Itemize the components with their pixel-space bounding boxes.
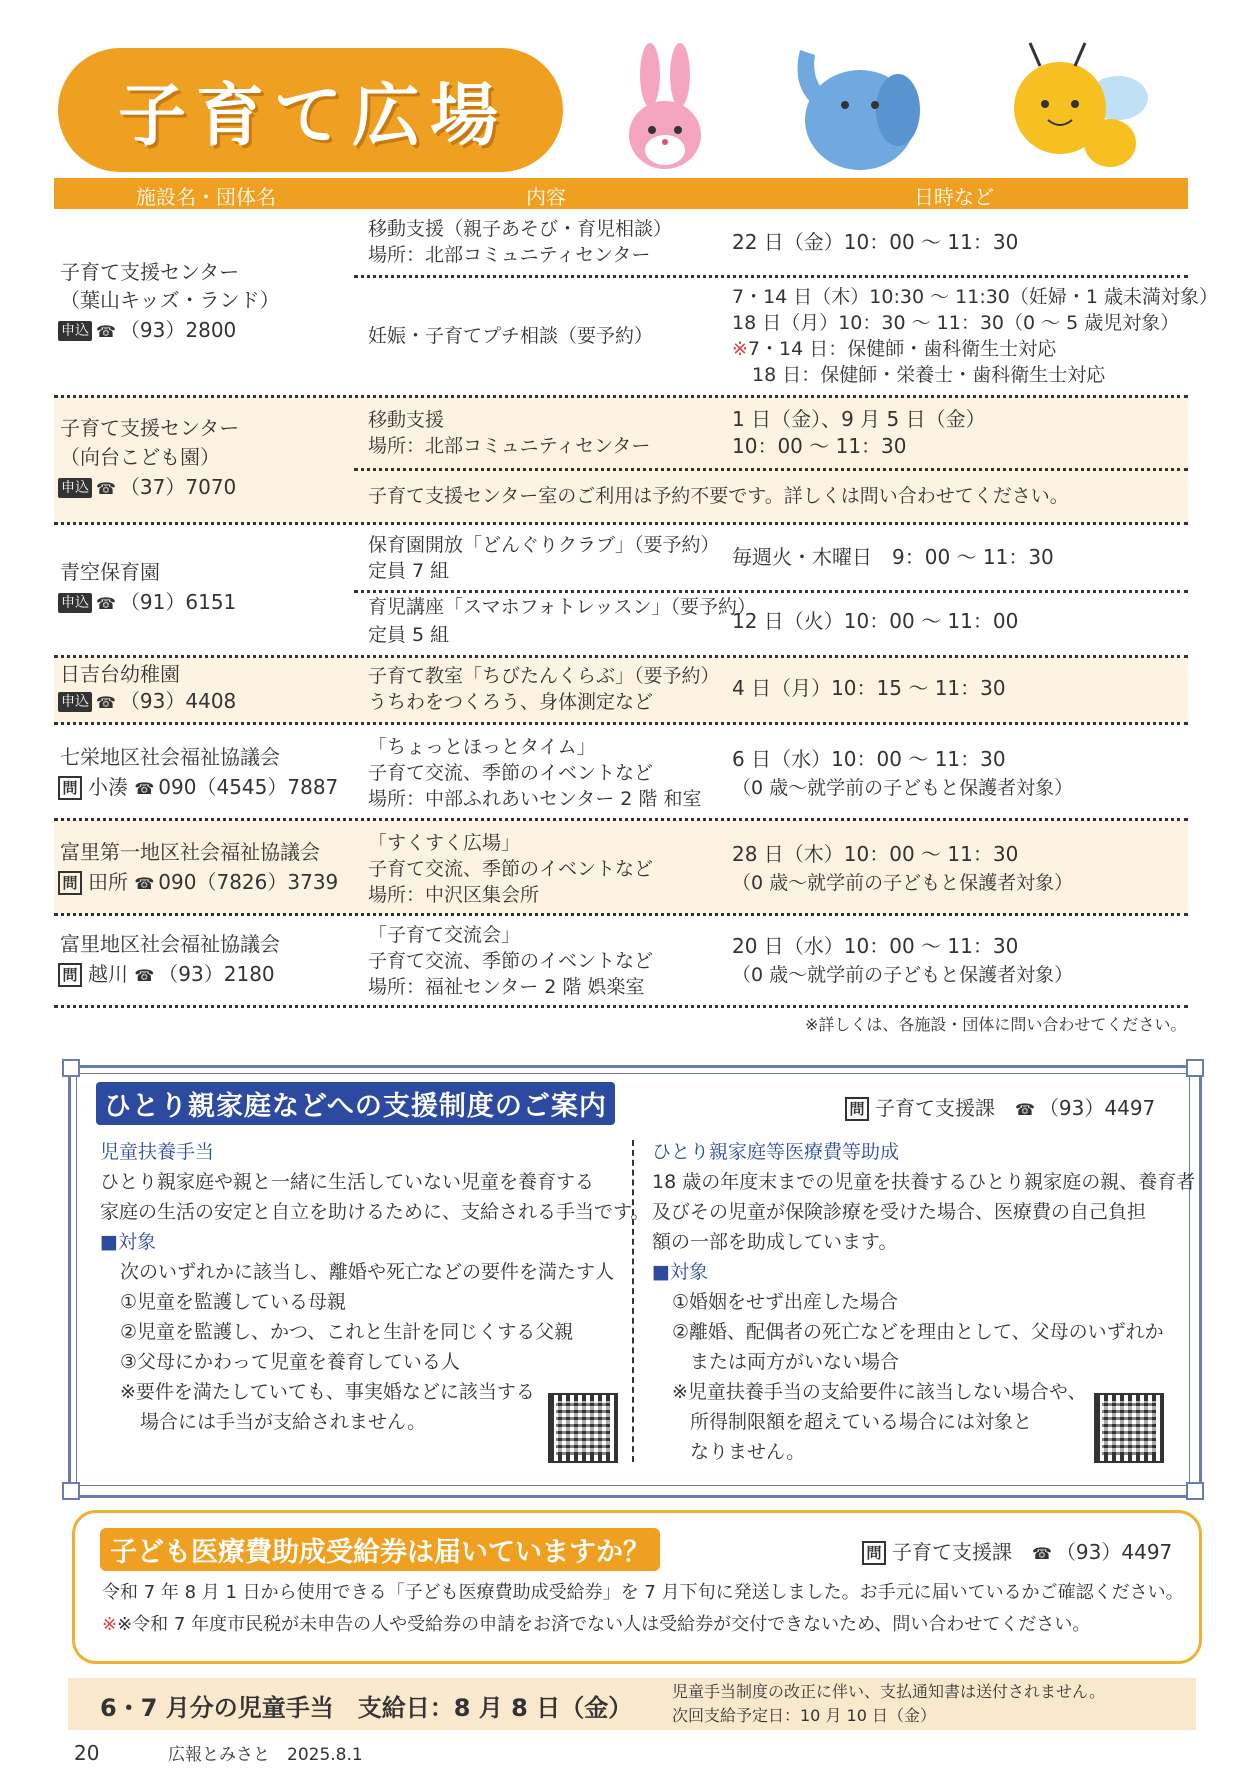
datetime-note: 18 日：保健師・栄養士・歯科衛生士対応 (752, 364, 1106, 386)
apply-badge: 申込 (58, 593, 92, 613)
contact-person: 小湊 (88, 775, 128, 799)
page-title: 子育て広場 (118, 77, 509, 156)
facility-name-sub: （葉山キッズ・ランド） (60, 288, 280, 312)
left-item: 次のいずれかに該当し、離婚や死亡などの要件を満たす人 (120, 1261, 615, 1283)
content-line: 場所：中沢区集会所 (368, 884, 540, 906)
allowance-next: 次回支給予定日：10 月 10 日（金） (672, 1706, 936, 1725)
bee-illustration (1000, 38, 1160, 178)
right-line: 18 歳の年度末までの児童を扶養するひとり親家庭の親、養育者 (652, 1171, 1196, 1193)
left-item: ※要件を満たしていても、事実婚などに該当する (120, 1381, 535, 1403)
facility-name: 富里地区社会福祉協議会 (60, 932, 280, 956)
datetime-note: ※7・14 日：保健師・歯科衛生士対応 (732, 338, 1057, 360)
content-line: 移動支援（親子あそび・育児相談） (368, 218, 673, 240)
row-note: 子育て支援センター室のご利用は予約不要です。詳しくは問い合わせてください。 (368, 485, 1069, 507)
content-line: うちわをつくろう、身体測定など (368, 691, 654, 713)
content-line: 妊娠・子育てプチ相談（要予約） (368, 325, 654, 347)
facility-contact (58, 960, 275, 990)
table-note: ※詳しくは、各施設・団体に問い合わせてください。 (805, 1015, 1187, 1034)
right-item: ②離婚、配偶者の死亡などを理由として、父母のいずれか (672, 1321, 1164, 1343)
right-target: ■対象 (652, 1261, 708, 1283)
left-heading: 児童扶養手当 (100, 1141, 215, 1163)
datetime-line: 7・14 日（木）10:30 ～ 11:30（妊婦・1 歳未満対象） (732, 286, 1219, 308)
contact-person: 田所 (88, 870, 128, 894)
content-line: 「子育て交流会」 (368, 924, 521, 946)
left-item: ③父母にかわって児童を養育している人 (120, 1351, 460, 1373)
facility-name-sub: （向台こども園） (60, 445, 220, 469)
content-line: 場所：福祉センター 2 階 娯楽室 (368, 976, 645, 998)
content-line: 子育て交流、季節のイベントなど (368, 950, 654, 972)
facility-contact (58, 473, 236, 503)
qr-code[interactable] (548, 1393, 618, 1463)
right-item: 所得制限額を超えている場合には対象と (690, 1411, 1033, 1433)
phone-icon: ☎ (134, 779, 155, 798)
medical-contact: 問 子育て支援課 ☎ （93）4497 (862, 1538, 1172, 1568)
medical-line: 令和 7 年 8 月 1 日から使用できる「子ども医療費助成受給券」を 7 月下旬に発送しました。お手元に届いているかご確認ください。 (102, 1582, 1184, 1603)
facility-name: 七栄地区社会福祉協議会 (60, 745, 280, 769)
facility-contact (58, 588, 236, 618)
phone-number: （91）6151 (119, 590, 237, 614)
datetime-line: 毎週火・木曜日 9：00 ～ 11：30 (732, 545, 1054, 569)
phone-icon: ☎ (134, 966, 155, 985)
content-line: 「すくすく広場」 (368, 832, 521, 854)
col-content: 内容 (526, 185, 566, 209)
datetime-line: 22 日（金）10：00 ～ 11：30 (732, 230, 1019, 254)
content-line: 子育て交流、季節のイベントなど (368, 858, 654, 880)
qr-code[interactable] (1094, 1393, 1164, 1463)
right-item: なりません。 (690, 1441, 806, 1463)
phone-icon: ☎ (134, 874, 155, 893)
right-heading: ひとり親家庭等医療費等助成 (652, 1141, 900, 1163)
right-item: ※児童扶養手当の支給要件に該当しない場合や、 (672, 1381, 1087, 1403)
datetime-line: （0 歳～就学前の子どもと保護者対象） (732, 777, 1074, 799)
inquiry-badge: 問 (58, 871, 82, 895)
content-line: 定員 7 組 (368, 560, 450, 582)
support-contact: 問 子育て支援課 ☎ （93）4497 (845, 1094, 1155, 1124)
allowance-note: 児童手当制度の改正に伴い、支払通知書は送付されません。 (672, 1682, 1105, 1701)
datetime-line: （0 歳～就学前の子どもと保護者対象） (732, 872, 1074, 894)
datetime-line: 1 日（金）、9 月 5 日（金） (732, 407, 986, 431)
right-line: 額の一部を助成しています。 (652, 1231, 898, 1253)
phone-number: （93）4408 (119, 689, 237, 713)
facility-contact (58, 316, 236, 346)
facility-contact (58, 687, 236, 717)
phone-icon: ☎ (96, 693, 116, 712)
left-item: 場合には手当が支給されません。 (140, 1411, 427, 1433)
datetime-line: 18 日（月）10：30 ～ 11：30（0 ～ 5 歳児対象） (732, 312, 1180, 334)
datetime-line: 6 日（水）10：00 ～ 11：30 (732, 747, 1006, 771)
phone-icon: ☎ (1032, 1544, 1052, 1563)
facility-contact (58, 773, 338, 803)
content-line: 場所：中部ふれあいセンター 2 階 和室 (368, 788, 702, 810)
col-facility: 施設名・団体名 (136, 185, 276, 209)
rabbit-illustration (620, 40, 710, 180)
content-line: 「ちょっとほっとタイム」 (368, 736, 596, 758)
facility-name: 子育て支援センター (60, 416, 240, 440)
right-item: または両方がいない場合 (690, 1351, 900, 1373)
phone-number: 090（7826）3739 (158, 870, 339, 894)
allowance-label: 6・7 月分の児童手当 支給日：8 月 8 日（金） (100, 1694, 633, 1722)
facility-name: 青空保育園 (60, 560, 160, 584)
right-item: ①婚姻をせず出産した場合 (672, 1291, 899, 1313)
phone-icon: ☎ (1015, 1100, 1035, 1119)
support-title: ひとり親家庭などへの支援制度のご案内 (96, 1082, 615, 1125)
inquiry-badge: 問 (845, 1097, 869, 1121)
apply-badge: 申込 (58, 692, 92, 712)
left-item: ①児童を監護している母親 (120, 1291, 347, 1313)
datetime-line: 10：00 ～ 11：30 (732, 434, 907, 458)
page-number: 20 (74, 1741, 100, 1765)
apply-badge: 申込 (58, 478, 92, 498)
content-line: 場所：北部コミュニティセンター (368, 244, 651, 266)
col-datetime: 日時など (914, 185, 994, 209)
content-line: 子育て教室「ちびたんくらぶ」（要予約） (368, 665, 720, 687)
content-line: 子育て交流、季節のイベントなど (368, 762, 654, 784)
divider (632, 1140, 634, 1462)
facility-name: 富里第一地区社会福祉協議会 (60, 840, 320, 864)
facility-contact (58, 868, 338, 898)
content-line: 移動支援 (368, 409, 445, 431)
phone-number: （37）7070 (119, 475, 237, 499)
inquiry-badge: 問 (58, 963, 82, 987)
right-line: 及びその児童が保険診療を受けた場合、医療費の自己負担 (652, 1201, 1147, 1223)
left-line: 家庭の生活の安定と自立を助けるために、支給される手当です。 (100, 1201, 650, 1223)
content-line: 保育園開放「どんぐりクラブ」（要予約） (368, 534, 720, 556)
inquiry-badge: 問 (58, 776, 82, 800)
apply-badge: 申込 (58, 321, 92, 341)
datetime-line: 12 日（火）10：00 ～ 11：00 (732, 609, 1019, 633)
inquiry-badge: 問 (862, 1541, 886, 1565)
facility-name: 日吉台幼稚園 (60, 662, 180, 686)
phone-icon: ☎ (96, 479, 116, 498)
left-line: ひとり親家庭や親と一緒に生活していない児童を養育する (100, 1171, 595, 1193)
phone-number: （93）2800 (119, 318, 237, 342)
datetime-line: 28 日（木）10：00 ～ 11：30 (732, 842, 1019, 866)
elephant-illustration (780, 30, 930, 180)
content-line: 育児講座「スマホフォトレッスン」（要予約） (368, 596, 756, 618)
left-item: ②児童を監護し、かつ、これと生計を同じくする父親 (120, 1321, 574, 1343)
datetime-line: （0 歳～就学前の子どもと保護者対象） (732, 964, 1074, 986)
medical-title: 子ども医療費助成受給券は届いていますか？ (100, 1528, 660, 1571)
contact-person: 越川 (88, 962, 128, 986)
phone-icon: ☎ (96, 322, 116, 341)
left-target: ■対象 (100, 1231, 156, 1253)
table-header (54, 178, 1188, 209)
publication-name: 広報とみさと 2025.8.1 (168, 1745, 363, 1765)
datetime-line: 20 日（水）10：00 ～ 11：30 (732, 934, 1019, 958)
content-line: 定員 5 組 (368, 624, 450, 646)
phone-icon: ☎ (96, 594, 116, 613)
phone-number: 090（4545）7887 (158, 775, 339, 799)
datetime-line: 4 日（月）10：15 ～ 11：30 (732, 676, 1006, 700)
phone-number: （93）2180 (158, 962, 275, 986)
medical-note: ※※令和 7 年度市民税が未申告の人や受給券の申請をお済でない人は受給券が交付できないため、問い合わせてください。 (102, 1614, 1091, 1635)
content-line: 場所：北部コミュニティセンター (368, 435, 651, 457)
facility-name: 子育て支援センター (60, 260, 240, 284)
